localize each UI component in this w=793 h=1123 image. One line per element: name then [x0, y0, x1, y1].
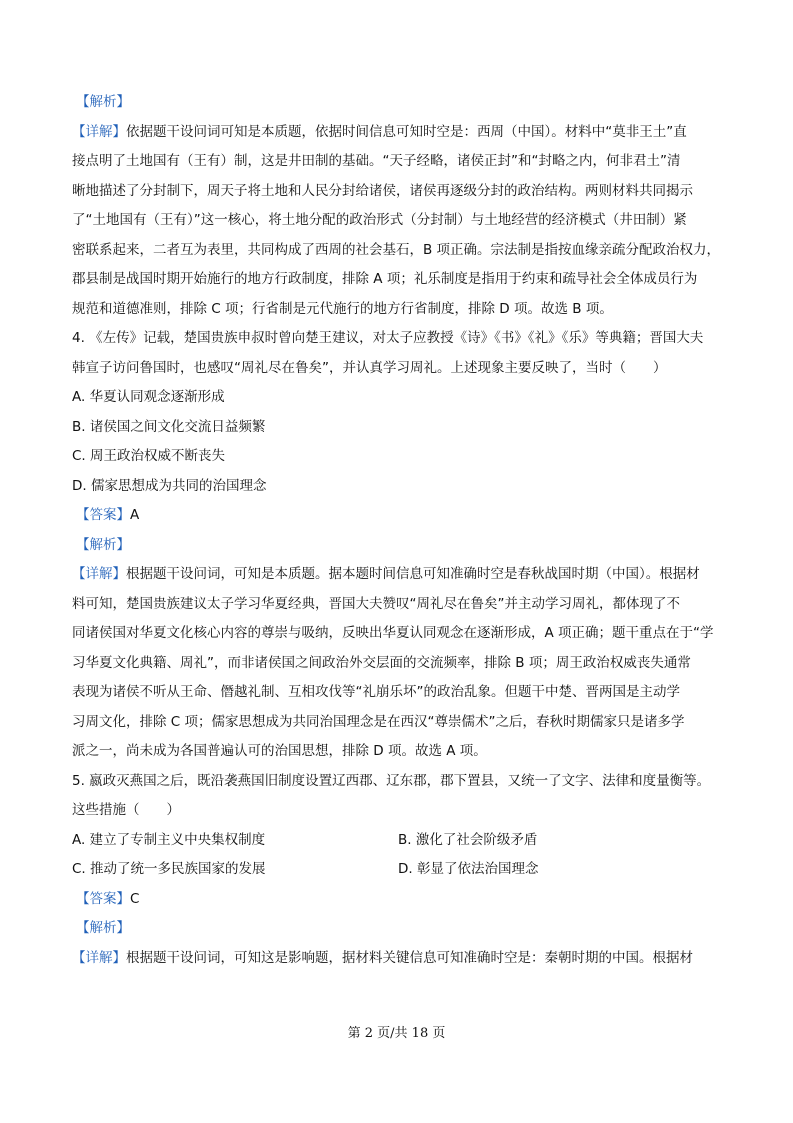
- detail-line: 派之一，尚未成为各国普遍认可的治国思想，排除 D 项。故选 A 项。: [72, 743, 487, 759]
- detail-line: 密联系起来，二者互为表里，共同构成了西周的社会基石，B 项正确。宗法制是指按血缘亲疏分配政治权力，: [72, 241, 721, 258]
- detail-text: 依据题干设问词可知是本质题，依据时间信息可知时空是：西周（中国）。材料中“莫非王土”直: [126, 123, 687, 140]
- detail-line: 规范和道德准则，排除 C 项；行省制是元代施行的地方行省制度，排除 D 项。故选 B 项。: [72, 300, 613, 317]
- question-5-answer: [72, 885, 724, 915]
- analysis-heading: 【解析】: [76, 536, 130, 553]
- detail-line: 接点明了土地国有（王有）制，这是井田制的基础。“天子经略，诸侯正封”和“封略之内，何非君土”清: [72, 153, 681, 169]
- answer-heading: 【答案】: [76, 507, 130, 523]
- detail-line: 同诸侯国对华夏文化核心内容的尊崇与吸纳，反映出华夏认同观念在逐渐形成，A 项正确；题干重点在于“学: [72, 625, 714, 641]
- detail-line: 晰地描述了分封制下，周天子将土地和人民分封给诸侯，诸侯再逐级分封的政治结构。两则材料共同揭示: [72, 182, 693, 199]
- question-4-option-b: B. 诸侯国之间文化交流日益频繁: [72, 418, 266, 435]
- answer-value: A: [130, 507, 140, 523]
- detail-line: [72, 560, 724, 590]
- question-4-answer: [72, 501, 724, 531]
- detail-line: [72, 944, 724, 974]
- question-4-option-c: C. 周王政治权威不断丧失: [72, 448, 226, 464]
- question-5-options-row: [72, 826, 724, 856]
- analysis-heading: 【解析】: [76, 94, 130, 110]
- detail-heading: 【详解】: [72, 123, 126, 140]
- detail-heading: 【详解】: [72, 566, 126, 582]
- detail-line: 习周文化，排除 C 项；儒家思想成为共同治国理念是在西汉“尊崇儒术”之后，春秋时期儒家只是诸多学: [72, 713, 685, 730]
- question-5-stem: 这些措施（ ）: [72, 802, 180, 818]
- answer-heading: 【答案】: [76, 890, 130, 907]
- detail-line: 了“土地国有（王有）”这一核心，将土地分配的政治形式（分封制）与土地经营的经济模式（井田制）紧: [72, 212, 687, 228]
- detail-text: 根据题干设问词，可知这是影响题，据材料关键信息可知准确时空是：秦朝时期的中国。根据材: [126, 949, 693, 966]
- detail-line: [72, 118, 724, 148]
- detail-line: 习华夏文化典籍、周礼”，而非诸侯国之间政治外交层面的交流频率，排除 B 项；周王政治权威丧失通常: [72, 654, 691, 671]
- detail-line: 料可知，楚国贵族建议太子学习华夏经典，晋国大夫赞叹“周礼尽在鲁矣”并主动学习周礼，都体现了不: [72, 595, 680, 612]
- answer-value: C: [130, 890, 140, 907]
- question-5-option-d: D. 彰显了依法治国理念: [398, 861, 539, 877]
- question-4-option-d: D. 儒家思想成为共同的治国理念: [72, 477, 267, 494]
- detail-line: 郡县制是战国时期开始施行的地方行政制度，排除 A 项；礼乐制度是指用于约束和疏导社会全体成员行为: [72, 271, 698, 287]
- question-4-stem: 韩宣子访问鲁国时，也感叹“周礼尽在鲁矣”，并认真学习周礼。上述现象主要反映了，当时（ ）: [72, 359, 667, 376]
- question-5-options-row: [72, 855, 724, 885]
- question-4-option-a: A. 华夏认同观念逐渐形成: [72, 389, 225, 405]
- document-body: [72, 88, 724, 973]
- detail-text: 根据题干设问词，可知是本质题。据本题时间信息可知准确时空是春秋战国时期（中国）。根据材: [126, 566, 700, 582]
- question-4-stem: 4. 《左传》记载，楚国贵族申叔时曾向楚王建议，对太子应教授《诗》《书》《礼》《乐》等典籍；晋国大夫: [72, 330, 704, 346]
- page-number: 第 2 页/共 18 页: [347, 1026, 446, 1041]
- analysis-heading: 【解析】: [76, 920, 130, 936]
- detail-heading: 【详解】: [72, 949, 126, 966]
- question-5-option-a: A. 建立了专制主义中央集权制度: [72, 831, 266, 848]
- question-5-option-b: B. 激化了社会阶级矛盾: [398, 831, 538, 848]
- question-5-option-c: C. 推动了统一多民族国家的发展: [72, 861, 266, 877]
- question-5-stem: 5. 嬴政灭燕国之后，既沿袭燕国旧制度设置辽西郡、辽东郡，郡下置县，又统一了文字、法律和度量衡等。: [72, 772, 711, 789]
- detail-line: 表现为诸侯不听从王命、僭越礼制、互相攻伐等“礼崩乐坏”的政治乱象。但题干中楚、晋两国是主动学: [72, 684, 680, 700]
